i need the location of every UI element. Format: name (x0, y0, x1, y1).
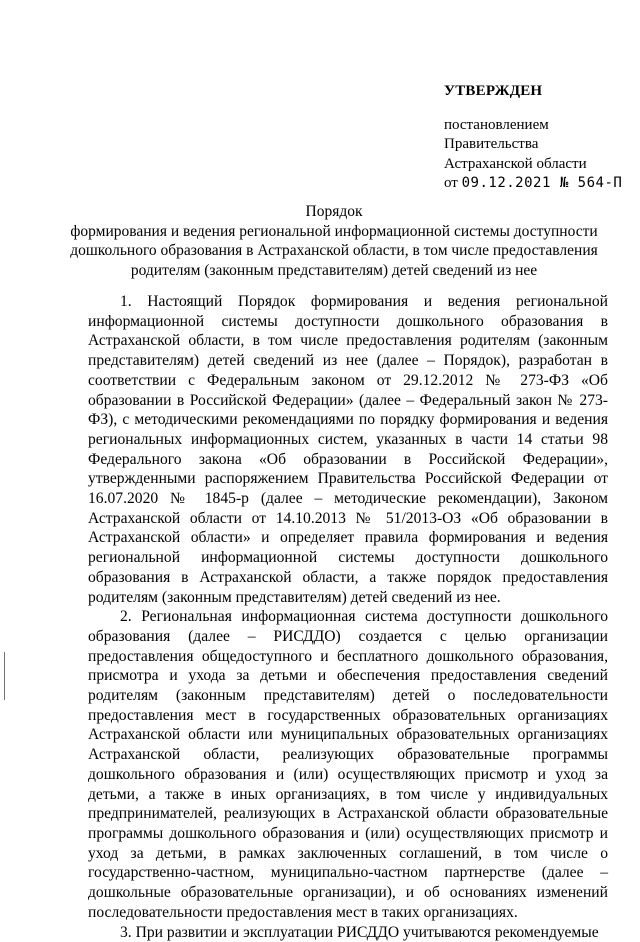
paragraph-1: 1. Настоящий Порядок формирования и ведения региональной информационной системы доступности дошкольного образования в Астраханской области, в том числе предоставления родителям (законным представителям) детей сведений из нее (далее – Порядок), разработан в соответствии с Федеральным законом от 29.12.2012 № 273-ФЗ «Об образовании в Российской Федерации» (далее – Федеральный закон № 273-ФЗ), с методическими рекомендациями по порядку формирования и ведения региональных информационных систем, указанных в части 14 статьи 98 Федерального закона «Об образовании в Российской Федерации», утвержденными распоряжением Правительства Российской Федерации от 16.07.2020 № 1845-р (далее – методические рекомендации), Законом Астраханской области от 14.10.2013 № 51/2013-ОЗ «Об образовании в Астраханской области» и определяет правила формирования и ведения региональной информационной системы доступности дошкольного образования в Астраханской области, а также порядок предоставления родителям (законным представителям) детей сведений из нее. (88, 292, 608, 607)
scan-edge-mark (4, 652, 5, 700)
title-line-1: формирования и ведения региональной информационной системы доступности (60, 222, 608, 242)
title-line-3: родителям (законным представителям) детей сведений из нее (60, 261, 608, 281)
approval-line-government: Правительства (444, 135, 634, 155)
approval-block (444, 82, 634, 194)
approval-line-region: Астраханской области (444, 155, 634, 175)
approval-heading: УТВЕРЖДЕН (444, 82, 634, 102)
document-body (88, 292, 608, 942)
approval-date-number: 09.12.2021 № 564-П (462, 175, 623, 191)
approval-date-prefix: от (444, 175, 458, 191)
title-line-2: дошкольного образования в Астраханской области, в том числе предоставления (60, 241, 608, 261)
title-word: Порядок (60, 202, 608, 222)
paragraph-3: 3. При развитии и эксплуатации РИСДДО учитываются рекомендуемые (88, 923, 608, 942)
paragraph-2: 2. Региональная информационная система доступности дошкольного образования (далее – РИСДДО) создается с целью организации предоставления общедоступного и бесплатного дошкольного образования, присмотра и ухода за детьми и обеспечения предоставления сведений родителям (законным представителям) детей о последовательности предоставления мест в государственных образовательных организациях Астраханской области или муниципальных образовательных организациях Астраханской области, реализующих образовательные программы дошкольного образования и (или) осуществляющих присмотр и уход за детьми, а также в иных организациях, в том числе у индивидуальных предпринимателей, реализующих в Астраханской области образовательные программы дошкольного образования и (или) осуществляющих присмотр и уход за детьми, в рамках заключенных соглашений, в том числе о государственно-частном, муниципально-частном партнерстве (далее – дошкольные образовательные организации), и об основаниях изменений последовательности предоставления мест в таких организациях. (88, 607, 608, 922)
approval-date-line (444, 174, 634, 194)
approval-line-resolution: постановлением (444, 116, 634, 136)
document-title (60, 202, 608, 280)
